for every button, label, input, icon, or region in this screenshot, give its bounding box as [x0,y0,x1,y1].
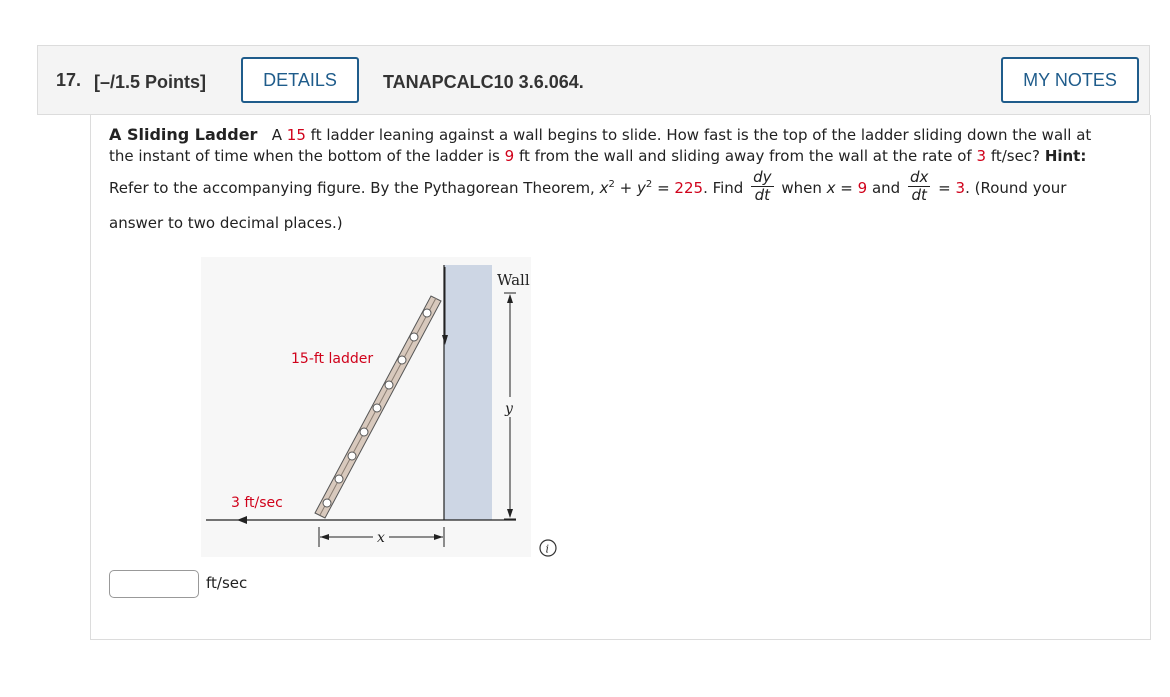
fraction-numerator: dx [909,168,929,186]
problem-line-1 [109,125,1091,144]
ladder-rung [348,452,356,460]
problem-text: A [271,126,283,144]
y-label: y [505,401,513,417]
problem-line-4 [109,214,343,232]
problem-text: . (Round your [965,179,1067,197]
answer-input[interactable] [109,570,199,598]
question-points: [–/1.5 Points] [94,72,207,92]
problem-line-2 [109,147,1086,165]
answer-unit: ft/sec [206,574,248,592]
ladder-label: 15-ft ladder [291,351,374,367]
details-button[interactable]: DETAILS [241,57,359,103]
ladder-rung [423,309,431,317]
question-number: 17. [56,70,82,90]
fraction-numerator: dy [753,168,772,186]
question-code: TANAPCALC10 3.6.064. [383,72,584,92]
cond-equals: = [840,179,853,197]
ladder-rung [373,404,381,412]
cond-x: x [826,179,836,197]
wall [444,265,492,520]
ladder-rung [410,333,418,341]
ladder-rung [323,499,331,507]
problem-text: Refer to the accompanying figure. By the Pythagorean Theorem, [109,179,595,197]
eq-equals: = [657,179,670,197]
distance-value: 9 [504,147,515,165]
problem-text: and [871,179,901,197]
problem-line-3 [109,168,1067,206]
ladder-rung [360,428,368,436]
problem-text: ft from the wall and sliding away from the wall at the rate of [518,147,972,165]
ladder-rung [385,381,393,389]
problem-text: ft/sec? [990,147,1041,165]
fraction-denominator: dt [911,186,927,204]
cond-x-value: 9 [857,179,868,197]
eq-y: y [637,179,646,197]
info-icon[interactable] [539,539,557,557]
svg-text:i: i [545,542,550,556]
cond-equals: = [938,179,951,197]
fraction-denominator: dt [754,186,771,204]
eq-plus: + [619,179,633,197]
fraction-dx-dt [908,169,930,204]
hint-label: Hint: [1044,147,1087,165]
ladder-length-value: 15 [286,126,306,144]
eq-sup: 2 [608,179,615,190]
ladder-rung [398,356,406,364]
problem-text: the instant of time when the bottom of the ladder is [109,147,500,165]
problem-text: ft ladder leaning against a wall begins to slide. How fast is the top of the ladder sliding down the wall at [310,126,1092,144]
problem-text: answer to two decimal places.) [109,214,343,232]
x-label: x [377,530,385,546]
cond-rate-value: 3 [955,179,966,197]
eq-value: 225 [674,179,704,197]
problem-text: . Find [703,179,744,197]
fraction-dy-dt [751,169,773,204]
question-header [37,45,1150,115]
ladder-rung [335,475,343,483]
rate-label: 3 ft/sec [231,495,283,511]
problem-text: when [781,179,822,197]
ladder-figure [201,257,531,557]
rate-value: 3 [976,147,987,165]
my-notes-button[interactable]: MY NOTES [1001,57,1139,103]
eq-sup: 2 [645,179,653,190]
question-body [90,115,1151,640]
eq-x: x [599,179,609,197]
wall-label: Wall [497,271,530,289]
problem-title: A Sliding Ladder [109,125,258,144]
